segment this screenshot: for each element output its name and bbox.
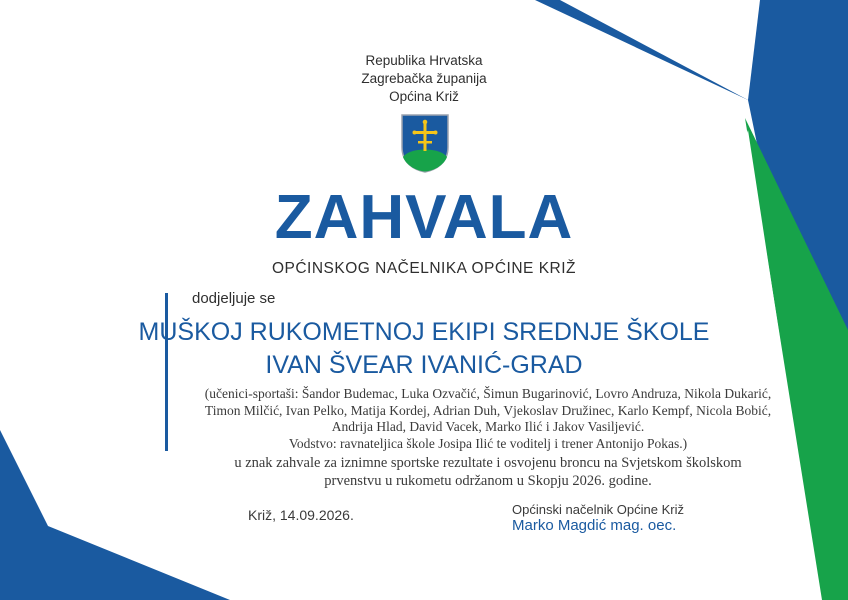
header-country: Republika Hrvatska — [365, 53, 483, 68]
recipient-line-2: IVAN ŠVEAR IVANIĆ-GRAD — [265, 351, 583, 379]
reason-line-1: u znak zahvale za iznimne sportske rezultate i osvojenu broncu na Svjetskom školskom — [234, 455, 742, 471]
players-block — [188, 386, 788, 452]
document-title: ZAHVALA — [274, 183, 574, 252]
place-and-date: Križ, 14.09.2026. — [248, 507, 354, 523]
lead-text: dodjeljuje se — [192, 290, 276, 307]
reason-block — [188, 454, 788, 490]
players-line-3: Andrija Hlad, David Vacek, Marko Ilić i Jakov Vasiljević. — [331, 419, 645, 434]
document-subtitle: OPĆINSKOG NAČELNIKA OPĆINE KRIŽ — [271, 260, 577, 277]
recipient-line-1: MUŠKOJ RUKOMETNOJ EKIPI SREDNJE ŠKOLE — [138, 318, 710, 346]
header-county: Zagrebačka županija — [361, 71, 487, 86]
leadership-line: Vodstvo: ravnateljica škole Josipa Ilić te voditelj i trener Antonijo Pokas.) — [288, 435, 688, 451]
players-line-2: Timon Milčić, Ivan Pelko, Matija Kordej, Adrian Duh, Vjekoslav Družinec, Karlo Kempf, Nicola Bobić, — [204, 402, 772, 418]
reason-line-2: prvenstvu u rukometu održanom u Skopju 2026. godine. — [324, 473, 652, 489]
signature-title: Općinski načelnik Općine Križ — [512, 502, 684, 517]
coat-of-arms-icon — [400, 113, 450, 173]
players-line-1: (učenici-sportaši: Šandor Budemac, Luka Ozvačić, Šimun Bugarinović, Lovro Andruza, Nikola Dukarić, — [204, 386, 772, 401]
signature-name: Marko Magdić mag. oec. — [512, 517, 677, 534]
header-municipality: Općina Križ — [389, 89, 459, 104]
